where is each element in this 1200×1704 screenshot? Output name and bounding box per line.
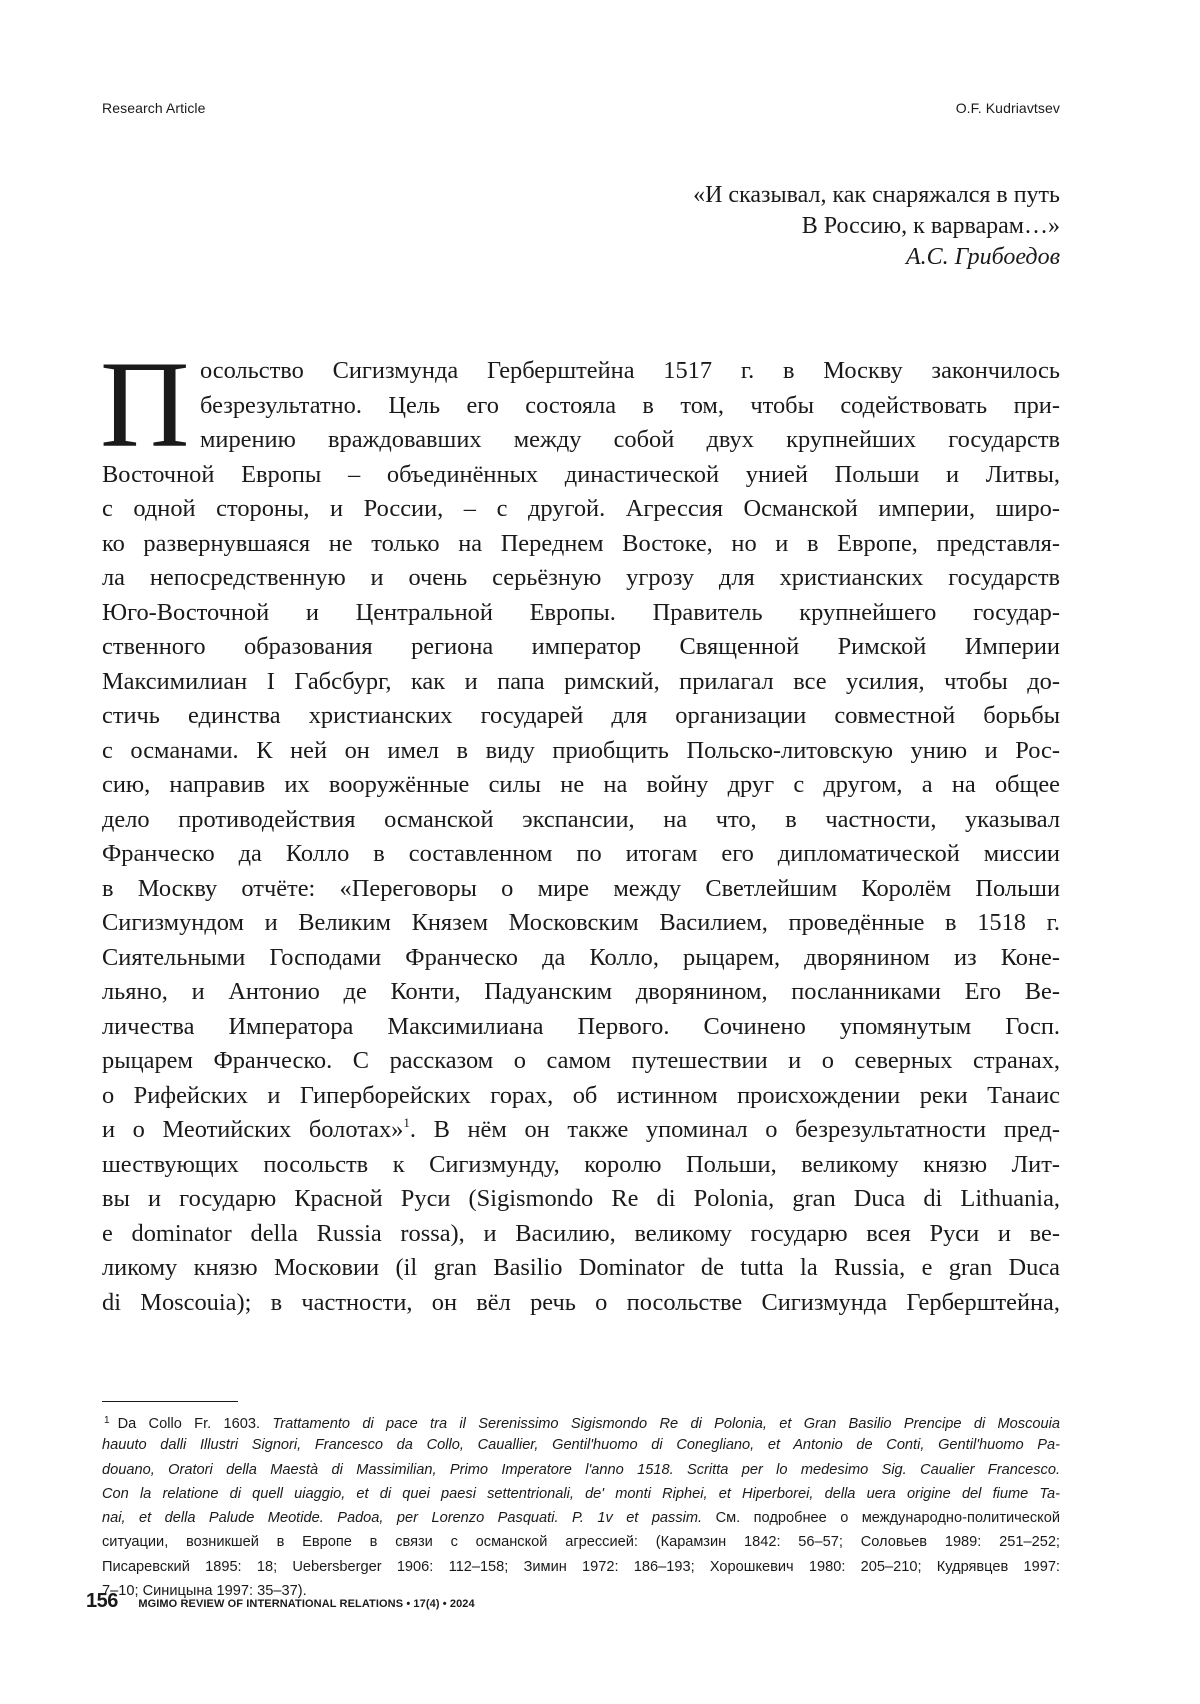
body-line: безрезультатно. Цель его состояла в том, чтобы содействовать при- (102, 389, 1060, 424)
footnote-title-cont: Con la relatione di quell uiaggio, et di quei paesi settentrionali, de' monti Riphei, et Hiperborei, della uera origine del fiume Ta- (102, 1486, 1060, 1502)
body-line: с одной стороны, и России, – с другой. Агрессия Османской империи, широ- (102, 492, 1060, 527)
body-line: Максимилиан I Габсбург, как и папа римский, прилагал все усилия, чтобы до- (102, 665, 1060, 700)
running-head-left: Research Article (102, 100, 206, 116)
body-line: рыцарем Франческо. С рассказом о самом путешествии и о северных странах, (102, 1044, 1060, 1079)
footnote-text: См. подробнее о международно-политической (702, 1510, 1060, 1526)
footnote-line (102, 1482, 1060, 1506)
running-head-right: O.F. Kudriavtsev (956, 100, 1060, 116)
footnote-line: 7–10; Синицына 1997: 35–37). (102, 1579, 1060, 1603)
body-line-head: и о Меотийских болотах» (102, 1116, 403, 1143)
body-line: мирению враждовавших между собой двух крупнейших государств (102, 423, 1060, 458)
epigraph-line-1: «И сказывал, как снаряжался в путь (693, 180, 1060, 211)
footnote (102, 1409, 1060, 1603)
body-line: вы и государю Красной Руси (Sigismondo Re di Polonia, gran Duca di Lithuania, (102, 1182, 1060, 1217)
footnote-title-end: nai, et della Palude Meotide. Padoa, per Lorenzo Pasquati. P. 1v et passim. (102, 1510, 702, 1526)
footnote-reference[interactable]: 1 (403, 1115, 410, 1130)
drop-cap: П (100, 350, 190, 460)
body-line-with-footnote (102, 1113, 1060, 1148)
journal-info: MGIMO REVIEW OF INTERNATIONAL RELATIONS • 17(4) • 2024 (138, 1598, 474, 1610)
page-footer (86, 1590, 475, 1613)
epigraph-line-2: В Россию, к варварам…» (693, 211, 1060, 242)
footnote-title-cont: douano, Oratori della Maestà di Massimilian, Primo Imperatore l'anno 1518. Scritta per lo medesimo Sig. Caualier Francesco. (102, 1462, 1060, 1478)
footnote-line (102, 1458, 1060, 1482)
body-line: стичь единства христианских государей для организации совместной борьбы (102, 699, 1060, 734)
footnote-line: Писаревский 1895: 18; Uebersberger 1906: 112–158; Зимин 1972: 186–193; Хорошкевич 1980: 205–210; Кудрявцев 1997: (102, 1555, 1060, 1579)
footnote-citation: Da Collo Fr. 1603. (118, 1416, 273, 1432)
body-line-tail: . В нём он также упоминал о безрезультатности пред- (410, 1116, 1060, 1143)
body-line: Сиятельными Господами Франческо да Колло, рыцарем, дворянином из Коне- (102, 941, 1060, 976)
footnote-line (102, 1506, 1060, 1530)
footnote-line (102, 1409, 1060, 1433)
body-line: ко развернувшаяся не только на Переднем Востоке, но и в Европе, представля- (102, 527, 1060, 562)
footnote-mark: 1 (104, 1415, 110, 1426)
body-line: Сигизмундом и Великим Князем Московским Василием, проведённые в 1518 г. (102, 906, 1060, 941)
epigraph (693, 180, 1060, 273)
epigraph-author: А.С. Грибоедов (693, 242, 1060, 273)
article-body (102, 354, 1060, 1320)
page-number: 156 (86, 1590, 118, 1612)
body-line: личества Императора Максимилиана Первого. Сочинено упомянутым Госп. (102, 1010, 1060, 1045)
body-line: Франческо да Колло в составленном по итогам его дипломатической миссии (102, 837, 1060, 872)
footnote-line: ситуации, возникшей в Европе в связи с османской агрессией: (Карамзин 1842: 56–57; Соловьев 1989: 251–252; (102, 1530, 1060, 1554)
body-line: di Moscouia); в частности, он вёл речь о посольстве Сигизмунда Герберштейна, (102, 1286, 1060, 1321)
body-line: льяно, и Антонио де Конти, Падуанским дворянином, посланниками Его Ве- (102, 975, 1060, 1010)
body-line: ственного образования региона император Священной Римской Империи (102, 630, 1060, 665)
body-line: Восточной Европы – объединённых династической унией Польши и Литвы, (102, 458, 1060, 493)
body-line: в Москву отчёте: «Переговоры о мире между Светлейшим Королём Польши (102, 872, 1060, 907)
body-line: ла непосредственную и очень серьёзную угрозу для христианских государств (102, 561, 1060, 596)
body-line: сию, направив их вооружённые силы не на войну друг с другом, а на общее (102, 768, 1060, 803)
body-line: осольство Сигизмунда Герберштейна 1517 г. в Москву закончилось (102, 354, 1060, 389)
footnote-divider (102, 1401, 238, 1402)
footnote-line (102, 1433, 1060, 1457)
body-line: дело противодействия османской экспансии, на что, в частности, указывал (102, 803, 1060, 838)
body-line: с османами. К ней он имел в виду приобщить Польско-литовскую унию и Рос- (102, 734, 1060, 769)
body-line: о Рифейских и Гиперборейских горах, об истинном происхождении реки Танаис (102, 1079, 1060, 1114)
footnote-title-cont: hauuto dalli Illustri Signori, Francesco da Collo, Cauallier, Gentil'huomo di Conegliano, et Antonio de Conti, Gentil'huomo Pa- (102, 1437, 1060, 1453)
footnote-title: Trattamento di pace tra il Serenissimo Sigismondo Re di Polonia, et Gran Basilio Prencipe di Moscouia (272, 1416, 1060, 1432)
body-line: e dominator della Russia rossa), и Василию, великому государю всея Руси и ве- (102, 1217, 1060, 1252)
body-line: ликому князю Московии (il gran Basilio Dominator de tutta la Russia, e gran Duca (102, 1251, 1060, 1286)
body-line: Юго-Восточной и Центральной Европы. Правитель крупнейшего государ- (102, 596, 1060, 631)
body-line: шествующих посольств к Сигизмунду, королю Польши, великому князю Лит- (102, 1148, 1060, 1183)
